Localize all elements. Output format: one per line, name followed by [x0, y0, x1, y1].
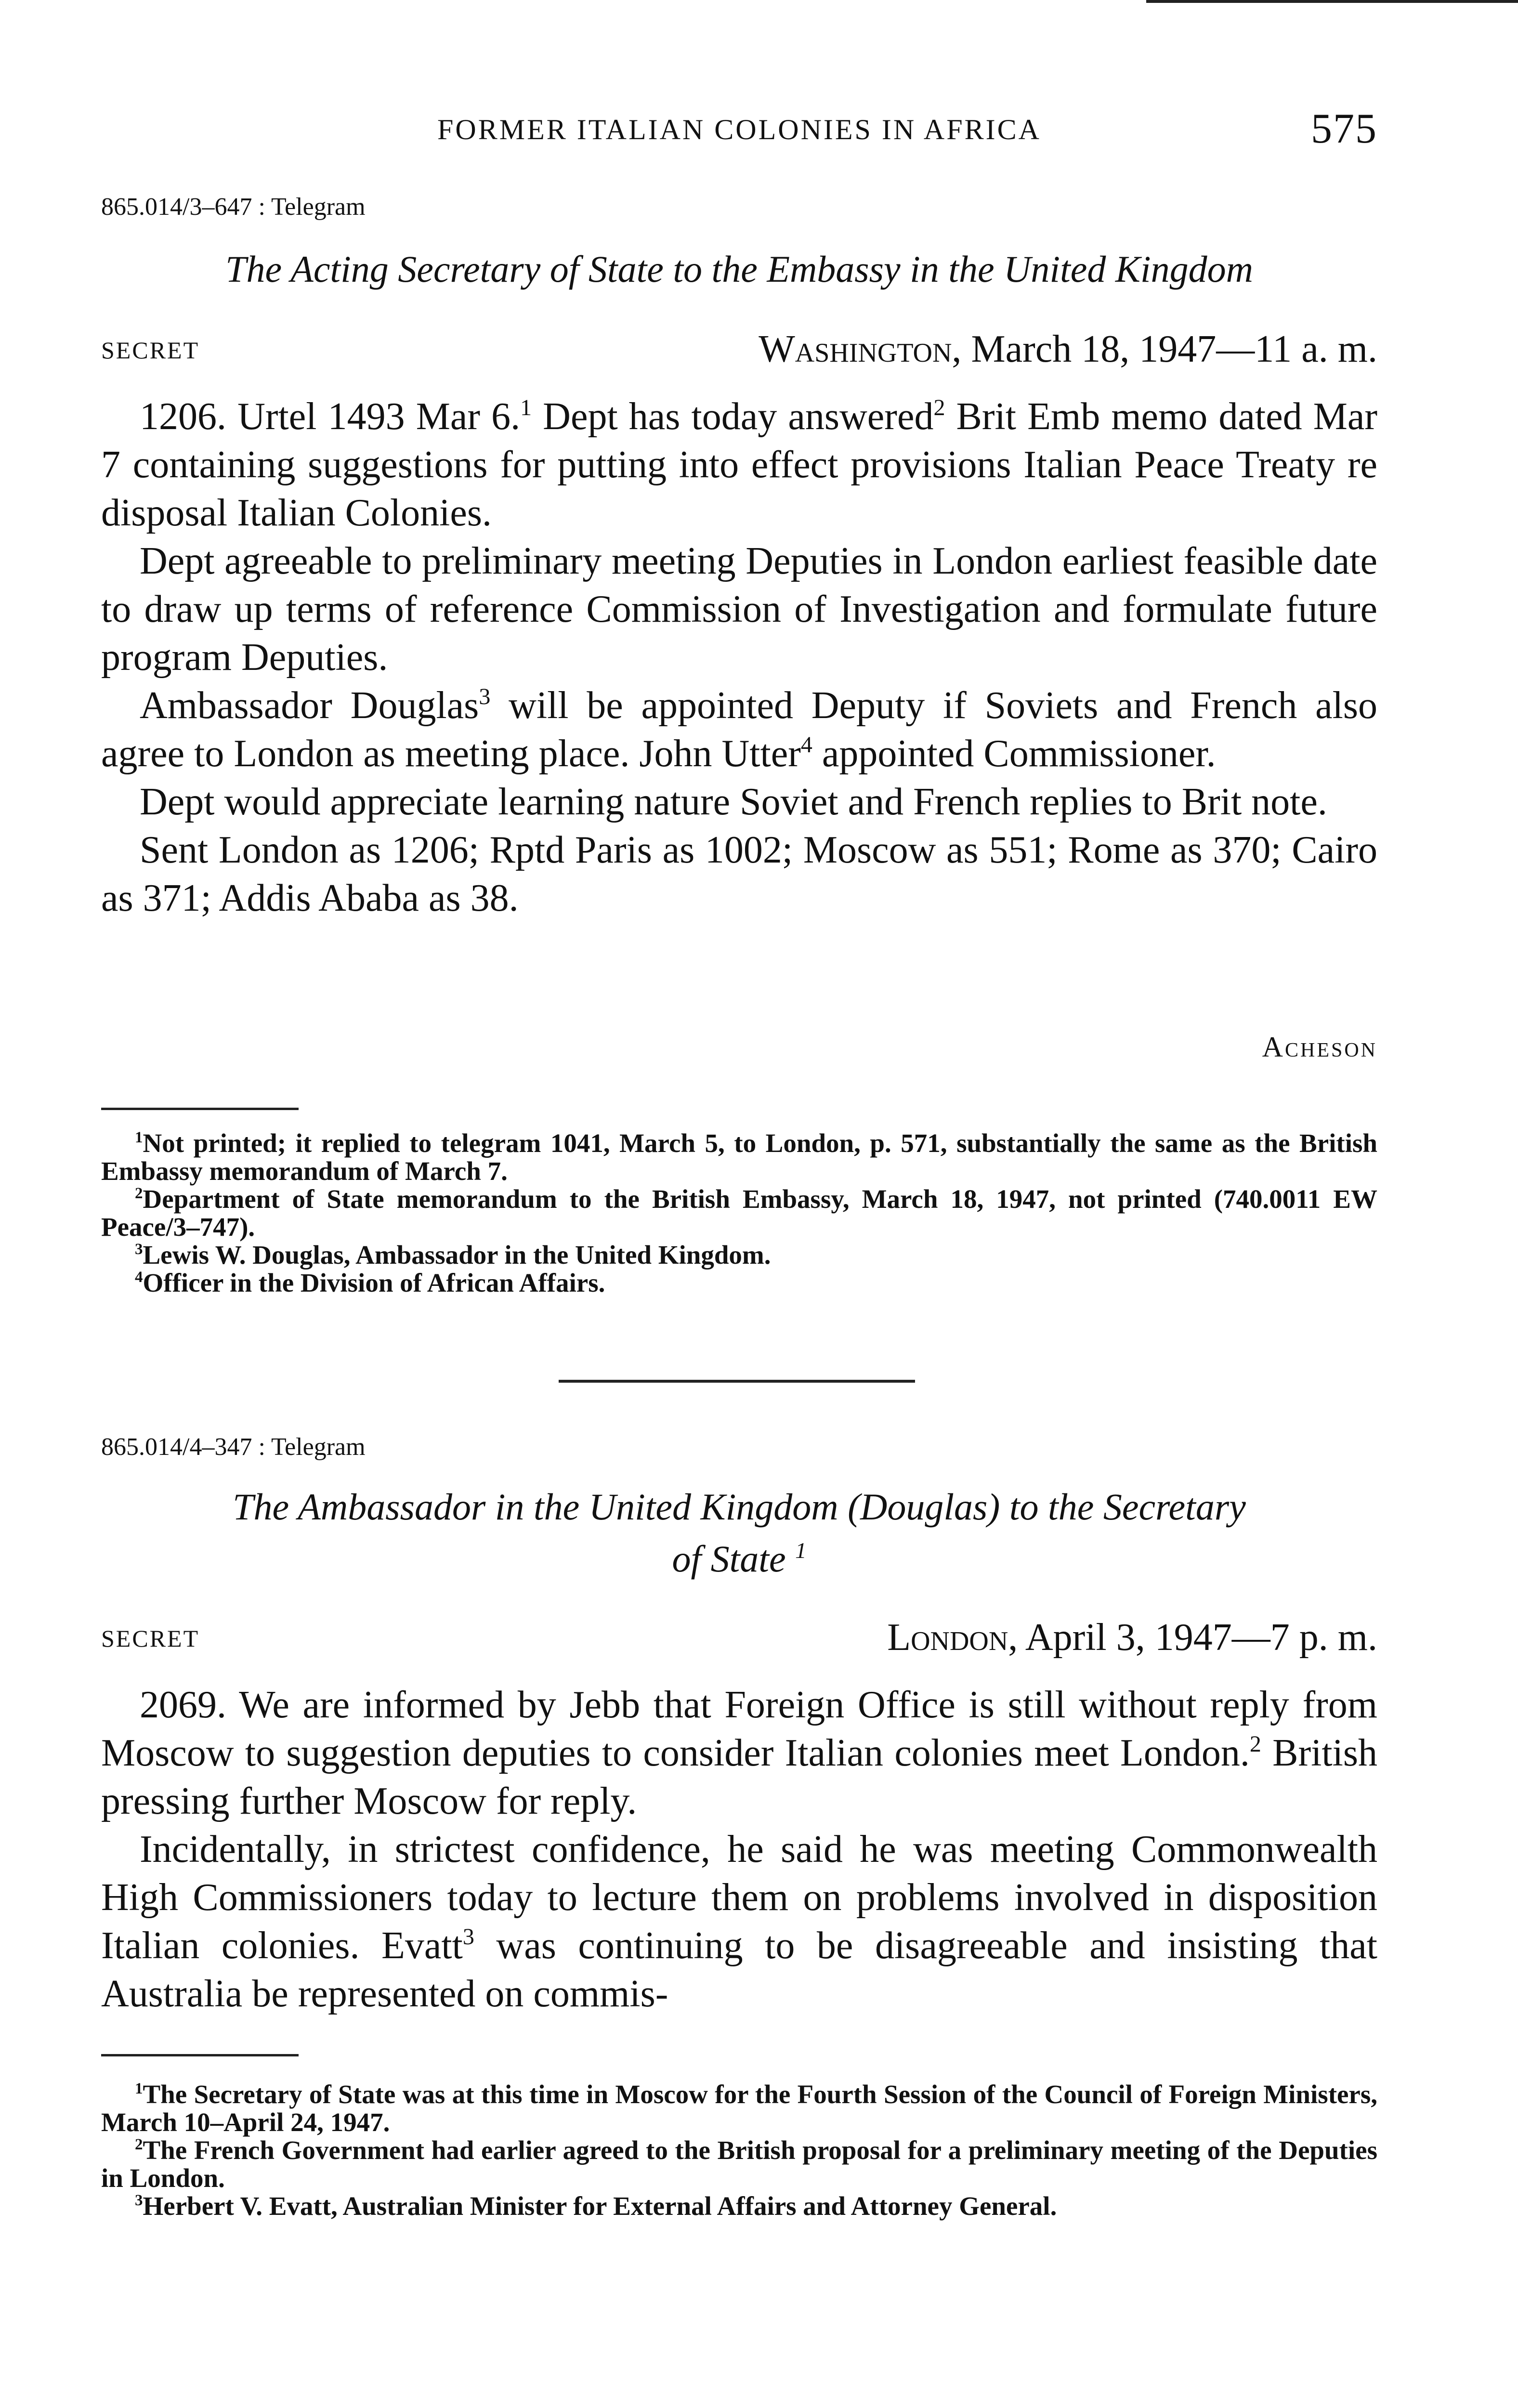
footnote-mark: 2 [135, 2136, 143, 2154]
doc2-title-line-1: The Ambassador in the United Kingdom (Douglas) to the Secretary [233, 1486, 1246, 1528]
footnote-mark: 1 [135, 2080, 143, 2098]
doc1-date-value: March 18, 1947—11 a. m. [961, 328, 1377, 370]
running-head [101, 105, 1377, 152]
footnote-mark: 1 [135, 1129, 143, 1147]
doc1-paragraph-2: Dept agreeable to preliminary meeting Deputies in London earliest feasible date to draw up terms of reference Commission of Investigation and formulate future program Deputies. [101, 540, 1377, 679]
doc1-p3-text-b: will be appointed Deputy if Soviets and French also agree to London as meeting place. John Utter [101, 684, 1378, 775]
footnote-text: Officer in the Division of African Affairs. [143, 1268, 605, 1297]
doc2-title-line-2-text: of State [672, 1538, 786, 1580]
doc2-paragraph-1 [101, 1681, 1377, 1825]
doc1-dateline [101, 327, 1377, 376]
footnote-mark: 4 [135, 1269, 143, 1286]
footnote-text: Department of State memorandum to the British Embassy, March 18, 1947, not printed (740.0011 EW Peace/3–747). [101, 1184, 1377, 1242]
doc1-footnotes [101, 1129, 1377, 1297]
doc1-p3-text-c: appointed Commissioner. [812, 733, 1216, 775]
doc1-p1-text-b: Dept has today answered [532, 395, 934, 438]
footnote-mark: 3 [135, 2192, 143, 2210]
footnote-text: Herbert V. Evatt, Australian Minister for External Affairs and Attorney General. [143, 2191, 1057, 2221]
doc1-paragraph-3 [101, 681, 1377, 778]
doc2-p2-text-b: was continuing to be disagreeable and insisting that Australia be represented on commis- [101, 1924, 1378, 2015]
footnote-ref-3: 3 [479, 684, 491, 710]
footnote-ref-1: 1 [520, 395, 532, 421]
doc1-p1-text-a: 1206. Urtel 1493 Mar 6. [140, 395, 521, 438]
doc1-date [759, 327, 1377, 371]
footnote-text: Not printed; it replied to telegram 1041, March 5, to London, p. 571, substantially the same as the British Embassy memorandum of March 7. [101, 1128, 1377, 1186]
doc1-title: The Acting Secretary of State to the Embassy in the United Kingdom [225, 248, 1253, 290]
doc1-signature: Acheson [1262, 1031, 1377, 1063]
doc1-classification: SECRET [101, 337, 200, 364]
doc2-classification: SECRET [101, 1625, 200, 1652]
footnote-ref-2: 2 [933, 395, 945, 421]
doc2-title-line-2 [101, 1533, 1377, 1585]
doc1-footnote [101, 1241, 1377, 1269]
doc2-footnote [101, 2136, 1377, 2192]
footnote-text: The French Government had earlier agreed to the British proposal for a preliminary meeting of the Deputies in London. [101, 2135, 1377, 2193]
doc2-date-value: April 3, 1947—7 p. m. [1018, 1616, 1377, 1659]
running-title: FORMER ITALIAN COLONIES IN AFRICA [437, 114, 1041, 145]
doc1-p1-text-c: Brit Emb memo dated Mar 7 containing suggestions for putting into effect provisions Italian Peace Treaty re disposal Italian Colonies. [101, 395, 1378, 534]
section-separator [559, 1380, 915, 1383]
doc2-footnote [101, 2081, 1377, 2136]
doc1-footnote [101, 1269, 1377, 1297]
doc1-file-ref: 865.014/3–647 : Telegram [101, 193, 366, 221]
doc1-paragraph-4: Dept would appreciate learning nature Soviet and French replies to Brit note. [140, 781, 1327, 823]
doc1-footnote-rule [101, 1108, 299, 1110]
doc1-paragraph-5: Sent London as 1206; Rptd Paris as 1002; Moscow as 551; Rome as 370; Cairo as 371; Addis Ababa as 38. [101, 829, 1377, 919]
footnote-mark: 3 [135, 1241, 143, 1258]
doc2-body [101, 1681, 1377, 2018]
footnote-ref-3: 3 [462, 1924, 474, 1950]
doc2-file-ref: 865.014/4–347 : Telegram [101, 1433, 366, 1461]
doc2-p2-text-a: Incidentally, in strictest confidence, he said he was meeting Commonwealth High Commissioners today to lecture them on problems involved in disposition Italian colonies. Evatt [101, 1828, 1377, 1967]
doc1-place: Washington, [759, 328, 962, 370]
doc2-paragraph-2 [101, 1825, 1377, 2018]
doc2-date [887, 1616, 1377, 1660]
doc2-footnote-rule [101, 2054, 299, 2056]
doc2-dateline [101, 1616, 1377, 1664]
page [101, 0, 1377, 2408]
page-number: 575 [1311, 105, 1377, 152]
doc1-paragraph-1 [101, 393, 1377, 537]
doc2-p1-text-b: British pressing further Moscow for reply. [101, 1732, 1377, 1822]
footnote-mark: 2 [135, 1185, 143, 1203]
doc1-p3-text-a: Ambassador Douglas [140, 684, 479, 727]
doc2-title [101, 1481, 1377, 1585]
doc2-place: London, [887, 1616, 1018, 1659]
doc2-footnote [101, 2192, 1377, 2220]
doc2-footnotes [101, 2081, 1377, 2220]
doc2-p1-text-a: 2069. We are informed by Jebb that Foreign Office is still without reply from Moscow to suggestion deputies to consider Italian colonies meet London. [101, 1684, 1377, 1774]
doc1-body [101, 393, 1377, 922]
footnote-ref-4: 4 [800, 732, 812, 758]
doc1-footnote [101, 1185, 1377, 1241]
footnote-ref-2: 2 [1249, 1731, 1261, 1757]
footnote-text: The Secretary of State was at this time in Moscow for the Fourth Session of the Council of Foreign Ministers, March 10–April 24, 1947. [101, 2080, 1377, 2137]
footnote-ref-1: 1 [795, 1538, 807, 1563]
doc1-footnote [101, 1129, 1377, 1185]
footnote-text: Lewis W. Douglas, Ambassador in the United Kingdom. [143, 1240, 771, 1269]
